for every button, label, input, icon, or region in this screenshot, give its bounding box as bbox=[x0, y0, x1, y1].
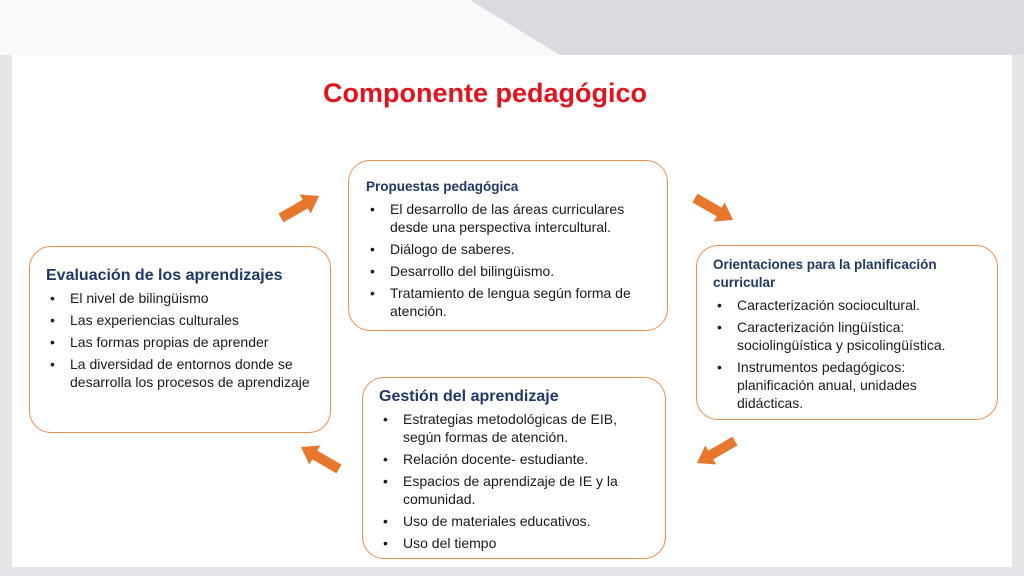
list-item: • Caracterización sociocultural. bbox=[713, 296, 981, 314]
box-gestion bbox=[362, 377, 666, 559]
box-propuestas-title: Propuestas pedagógica bbox=[366, 179, 519, 194]
list-item: • Relación docente- estudiante. bbox=[379, 450, 647, 468]
list-item: • Estrategias metodológicas de EIB, según formas de atención. bbox=[379, 410, 647, 446]
list-item: • Instrumentos pedagógicos: planificación anual, unidades didácticas. bbox=[713, 358, 981, 412]
list-item: • La diversidad de entornos donde se desarrolla los procesos de aprendizaje bbox=[46, 355, 314, 391]
list-item: • El desarrollo de las áreas curriculares desde una perspectiva intercultural. bbox=[366, 200, 649, 236]
box-evaluacion-title: Evaluación de los aprendizajes bbox=[46, 267, 283, 284]
box-orientaciones bbox=[696, 245, 998, 420]
list-item: • Uso de materiales educativos. bbox=[379, 512, 647, 530]
box-evaluacion bbox=[29, 246, 331, 433]
list-item: • Las experiencias culturales bbox=[46, 311, 314, 329]
list-item: • Diálogo de saberes. bbox=[366, 240, 649, 258]
list-item: • Las formas propias de aprender bbox=[46, 333, 314, 351]
list-item: • Uso del tiempo bbox=[379, 534, 647, 552]
box-propuestas bbox=[348, 160, 668, 331]
list-item: • Desarrollo del bilingüismo. bbox=[366, 262, 649, 280]
list-item: • El nivel de bilingüismo bbox=[46, 289, 314, 307]
list-item: • Tratamiento de lengua según forma de atención. bbox=[366, 284, 649, 320]
list-item: • Espacios de aprendizaje de IE y la comunidad. bbox=[379, 472, 647, 508]
box-orientaciones-title: Orientaciones para la planificación curricular bbox=[713, 257, 937, 290]
list-item: • Caracterización lingüística: sociolingüística y psicolingüística. bbox=[713, 318, 981, 354]
page-title: Componente pedagógico bbox=[323, 78, 647, 108]
box-gestion-title: Gestión del aprendizaje bbox=[379, 388, 559, 405]
